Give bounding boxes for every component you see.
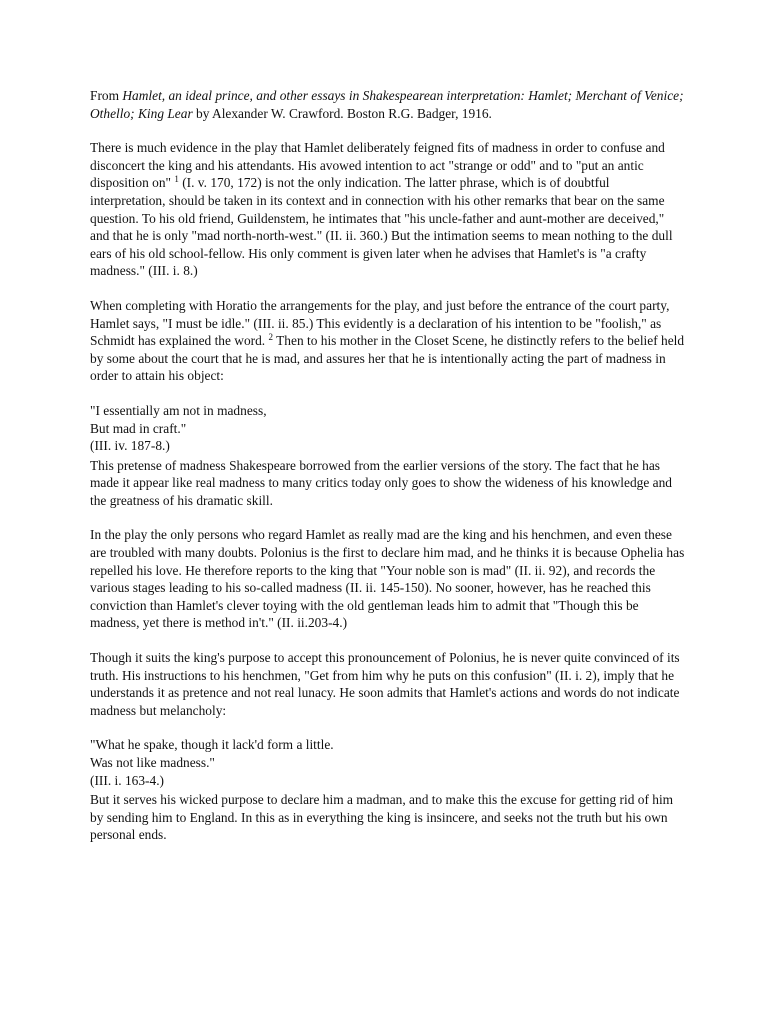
paragraph-2-text-b: Then to his mother in the Closet Scene, he distinctly refers to the belief held by some about the court that he is mad, and assures her that he is intentionally acting the part of madness in order to attain his object: [90, 333, 685, 384]
paragraph-3: This pretense of madness Shakespeare borrowed from the earlier versions of the story. The fact that he has made it appear like real madness to many critics today only goes to show the wideness of his knowledge and the greatness of his dramatic skill. [90, 457, 672, 508]
quote-1-line-1: "I essentially am not in madness, [90, 402, 267, 418]
quote-1 [90, 402, 686, 455]
paragraph-1 [90, 139, 686, 280]
source-suffix: by Alexander W. Crawford. Boston R.G. Badger, 1916. [192, 105, 492, 121]
quote-2 [90, 736, 686, 789]
source-prefix: From [90, 88, 123, 103]
paragraph-1-text-b: (I. v. 170, 172) is not the only indication. The latter phrase, which is of doubtful interpretation, should be taken in its context and in connection with his other remarks that bear on the same question. To his old friend, Guildenstem, he intimates that "his uncle-father and aunt-mother are deceived," and that he is only "mad north-north-west." (II. ii. 360.) But the intimation seems to mean nothing to the dull ears of his old school-fellow. His only comment is given later when he advises that Hamlet's is "a crafty madness." (III. i. 8.) [90, 175, 673, 279]
quote-2-line-1: "What he spake, though it lack'd form a little. [90, 737, 334, 753]
footnote-ref-1: 1 [174, 174, 179, 185]
quote-1-citation: (III. iv. 187-8.) [90, 438, 170, 454]
book-title: Hamlet, an ideal prince, and other essays in Shakespearean interpretation: Hamlet; Merchant of Venice; Othello; King Lear [90, 88, 684, 121]
quote-2-citation: (III. i. 163-4.) [90, 772, 164, 788]
document-page [90, 87, 686, 861]
footnote-ref-2: 2 [268, 332, 274, 343]
paragraph-6: But it serves his wicked purpose to declare him a madman, and to make this the excuse for getting rid of him by sending him to England. In this as in everything the king is insincere, and seeks not the truth but his own personal ends. [90, 792, 674, 843]
source-citation [90, 87, 686, 122]
paragraph-2 [90, 297, 686, 385]
paragraph-4: In the play the only persons who regard Hamlet as really mad are the king and his henchmen, and even these are troubled with many doubts. Polonius is the first to declare him mad, and he thinks it is because Ophelia has repelled his love. He therefore reports to the king that "Your noble son is mad" (II. ii. 92), and records the various stages leading to his so-called madness (II. ii. 145-150). No sooner, however, has he reached this conviction than Hamlet's clever toying with the old gentleman leads him to admit that "Though this be madness, yet there is method in't." (II. ii.203-4.) [90, 527, 685, 631]
quote-1-line-2: But mad in craft." [90, 420, 187, 436]
paragraph-5: Though it suits the king's purpose to accept this pronouncement of Polonius, he is never quite convinced of its truth. His instructions to his henchmen, "Get from him why he puts on this confusion" (II. i. 2), imply that he understands it as pretence and not real lunacy. He soon admits that Hamlet's actions and words do not indicate madness but melancholy: [90, 650, 680, 718]
paragraph-2-text-a: When completing with Horatio the arrangements for the play, and just before the entrance of the court party, Hamlet says, "I must be idle." (III. ii. 85.) This evidently is a declaration of his intention to be "foolish," as Schmidt has explained the word. [90, 297, 670, 349]
quote-2-line-2: Was not like madness." [90, 755, 215, 770]
paragraph-1-text-a: There is much evidence in the play that Hamlet deliberately feigned fits of madness in order to confuse and disconcert the king and his attendants. His avowed intention to act "strange or odd" and to "put an antic disposition on" [90, 140, 665, 191]
